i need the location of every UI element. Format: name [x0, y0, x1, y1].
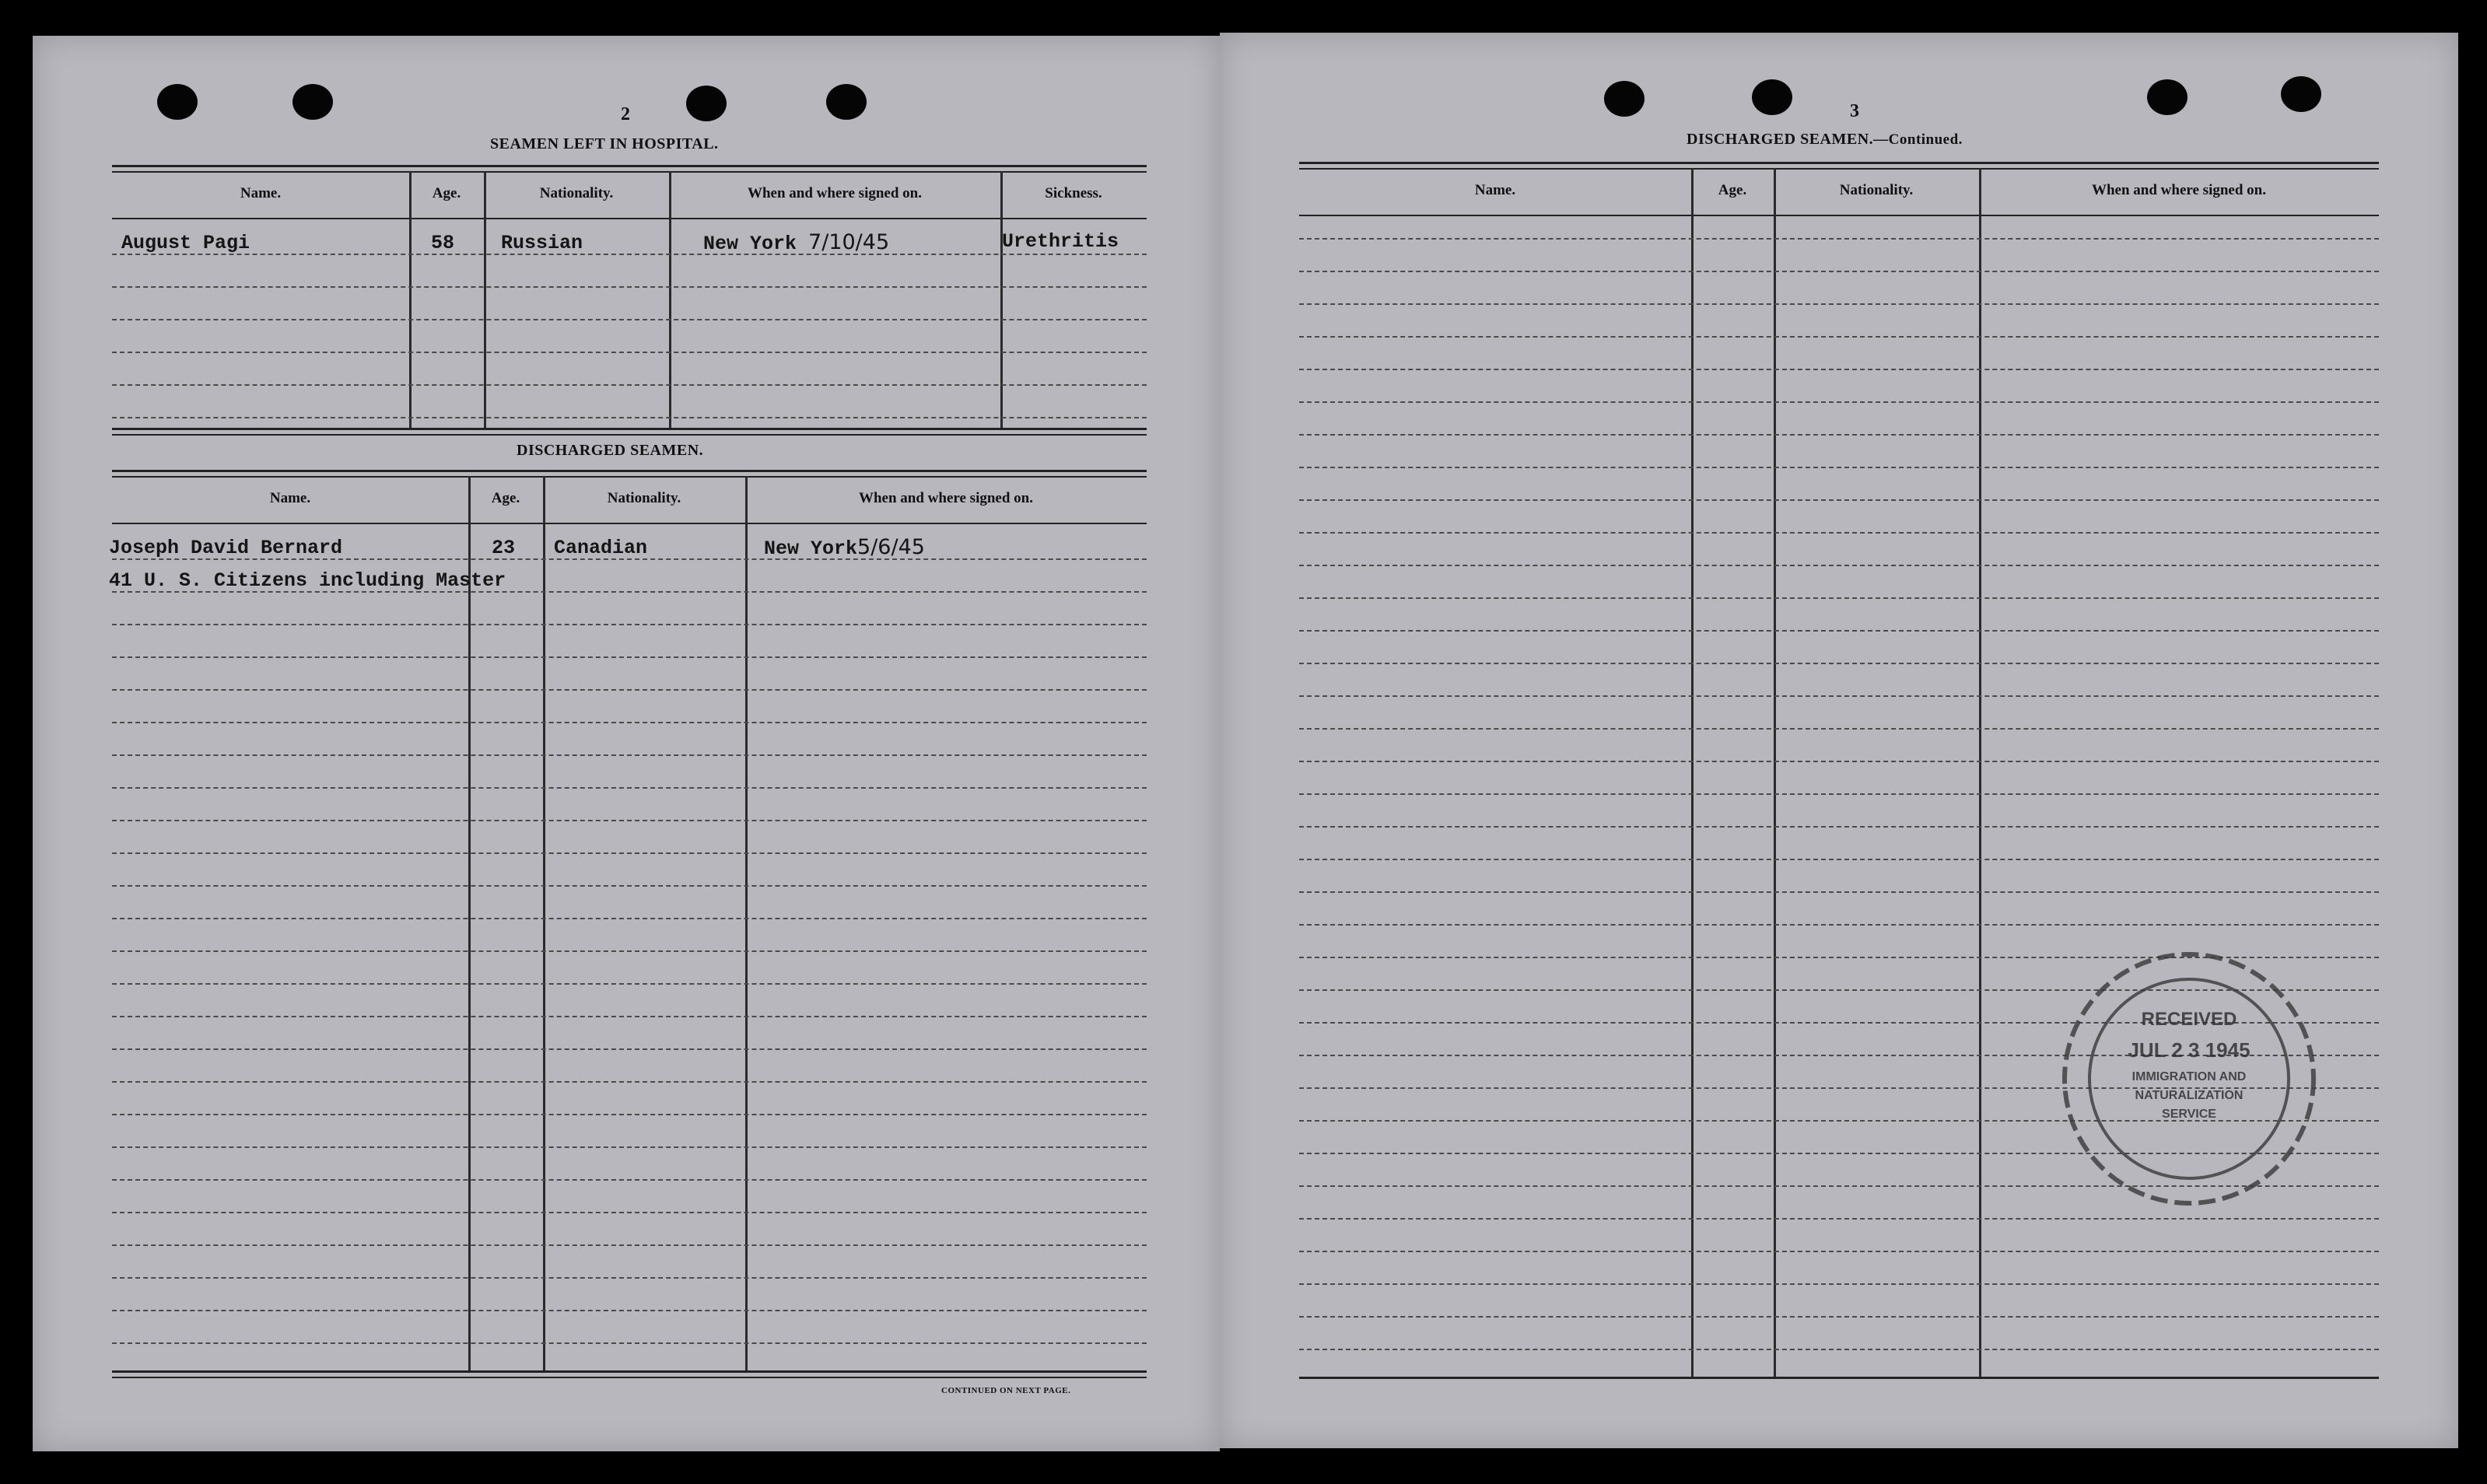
row-line [1299, 434, 2379, 436]
row-line [1299, 499, 2379, 501]
header-rule [112, 218, 1147, 219]
row-line [112, 1310, 1147, 1311]
row-line [1299, 597, 2379, 599]
row-line [112, 384, 1147, 386]
signed-on-date: 5/6/45 [857, 535, 925, 559]
row-line [112, 1277, 1147, 1279]
punch-hole [292, 84, 333, 120]
hospital-entry-nationality: Russian [501, 232, 583, 254]
row-line [112, 918, 1147, 919]
header-rule [1299, 215, 2379, 216]
column-header-name: Name. [240, 185, 282, 201]
stamp-agency-1: IMMIGRATION AND [2131, 1070, 2247, 1083]
row-line [1299, 663, 2379, 664]
row-line [1299, 859, 2379, 860]
row-line [112, 689, 1147, 691]
page-number: 2 [621, 104, 630, 124]
row-line [1299, 728, 2379, 730]
row-line [1299, 1349, 2379, 1350]
row-line [112, 1081, 1147, 1083]
column-header-age: Age. [432, 185, 461, 201]
discharged-entry-age: 23 [492, 537, 516, 559]
signed-on-place: New York [703, 233, 797, 255]
column-divider [1691, 168, 1694, 1377]
table-bottom-rule [112, 428, 1147, 436]
row-line [112, 1146, 1147, 1148]
column-header-name: Name. [1474, 182, 1516, 198]
row-line [1299, 695, 2379, 697]
continued-note: CONTINUED ON NEXT PAGE. [941, 1386, 1071, 1395]
column-divider [484, 171, 486, 428]
row-line [112, 352, 1147, 353]
hospital-entry-name: August Pagi [121, 232, 250, 254]
row-line [1299, 793, 2379, 795]
table-bottom-rule [1299, 1377, 2379, 1379]
discharged-entry-nationality: Canadian [554, 537, 648, 559]
signed-on-date: 7/10/45 [808, 230, 890, 254]
column-divider [1979, 168, 1981, 1377]
title-suffix: —Continued. [1873, 131, 1963, 148]
row-line [112, 1244, 1147, 1246]
column-header-age: Age. [1718, 182, 1747, 198]
hospital-section-title: SEAMEN LEFT IN HOSPITAL. [490, 135, 719, 152]
row-line [1299, 1316, 2379, 1318]
column-header-age: Age. [491, 490, 520, 506]
left-page [33, 36, 1220, 1451]
row-line [1299, 924, 2379, 926]
row-line [112, 787, 1147, 789]
column-header-nationality: Nationality. [607, 490, 681, 506]
column-header-nationality: Nationality. [1839, 182, 1914, 198]
column-header-name: Name. [269, 490, 311, 506]
row-line [112, 624, 1147, 625]
row-line [112, 1212, 1147, 1213]
table-top-rule [112, 165, 1147, 173]
punch-hole [1752, 79, 1792, 115]
hospital-entry-age: 58 [431, 232, 455, 254]
row-line [1299, 467, 2379, 468]
row-line [112, 417, 1147, 418]
page-number: 3 [1850, 101, 1859, 121]
row-line [112, 754, 1147, 756]
row-line [1299, 336, 2379, 338]
row-line [112, 1179, 1147, 1181]
column-divider [468, 476, 471, 1370]
punch-hole [826, 84, 867, 120]
row-line [1299, 891, 2379, 893]
row-line [112, 820, 1147, 821]
row-line [1299, 565, 2379, 566]
discharged-section-title: DISCHARGED SEAMEN. [517, 442, 704, 459]
punch-hole [2281, 76, 2321, 112]
row-line [112, 722, 1147, 723]
punch-hole [1604, 81, 1645, 117]
column-divider [1774, 168, 1776, 1377]
row-line [1299, 401, 2379, 403]
punch-hole [157, 84, 198, 120]
column-header-signed-on: When and where signed on. [2091, 182, 2266, 198]
table-bottom-rule [112, 1370, 1147, 1378]
row-line [1299, 238, 2379, 240]
row-line [1299, 630, 2379, 632]
row-line [112, 254, 1147, 255]
header-rule [112, 523, 1147, 524]
punch-hole [2147, 79, 2188, 115]
stamp-date: JUL 2 3 1945 [2128, 1038, 2251, 1062]
row-line [112, 286, 1147, 288]
row-line [1299, 1251, 2379, 1252]
table-top-rule [112, 470, 1147, 478]
row-line [1299, 761, 2379, 762]
row-line [112, 1342, 1147, 1344]
row-line [112, 983, 1147, 985]
discharged-entry-signed-on [764, 535, 925, 560]
row-line [112, 656, 1147, 658]
column-divider [1000, 171, 1003, 428]
column-divider [409, 171, 412, 428]
stamp-received: RECEIVED [2141, 1009, 2237, 1030]
stamp-agency-2: NATURALIZATION [2135, 1089, 2244, 1102]
row-line [1299, 271, 2379, 272]
hospital-entry-signed-on [703, 230, 889, 255]
row-line [112, 1048, 1147, 1050]
punch-hole [686, 86, 727, 121]
stamp-agency-3: SERVICE [2162, 1108, 2216, 1121]
column-divider [543, 476, 545, 1370]
row-line [112, 885, 1147, 887]
row-line [1299, 303, 2379, 305]
signed-on-place: New York [764, 537, 858, 560]
row-line [1299, 532, 2379, 534]
table-top-rule [1299, 162, 2379, 170]
title-main: DISCHARGED SEAMEN. [1687, 131, 1874, 148]
row-line [112, 319, 1147, 320]
row-line [112, 1114, 1147, 1115]
row-line [1299, 1283, 2379, 1285]
column-divider [745, 476, 748, 1370]
discharged-note: 41 U. S. Citizens including Master [109, 569, 506, 592]
row-line [112, 852, 1147, 854]
discharged-entry-name: Joseph David Bernard [109, 537, 343, 559]
discharged-continued-title [1687, 131, 1963, 149]
column-divider [669, 171, 671, 428]
column-header-nationality: Nationality. [539, 185, 614, 201]
right-page [1220, 33, 2458, 1448]
row-line [1299, 1218, 2379, 1220]
row-line [1299, 826, 2379, 828]
hospital-entry-sickness: Urethritis [1002, 230, 1119, 253]
row-line [1299, 369, 2379, 370]
column-header-sickness: Sickness. [1045, 185, 1102, 201]
row-line [112, 950, 1147, 952]
column-header-signed-on: When and where signed on. [858, 490, 1033, 506]
row-line [112, 1016, 1147, 1017]
column-header-signed-on: When and where signed on. [747, 185, 922, 201]
received-stamp [2057, 947, 2321, 1215]
